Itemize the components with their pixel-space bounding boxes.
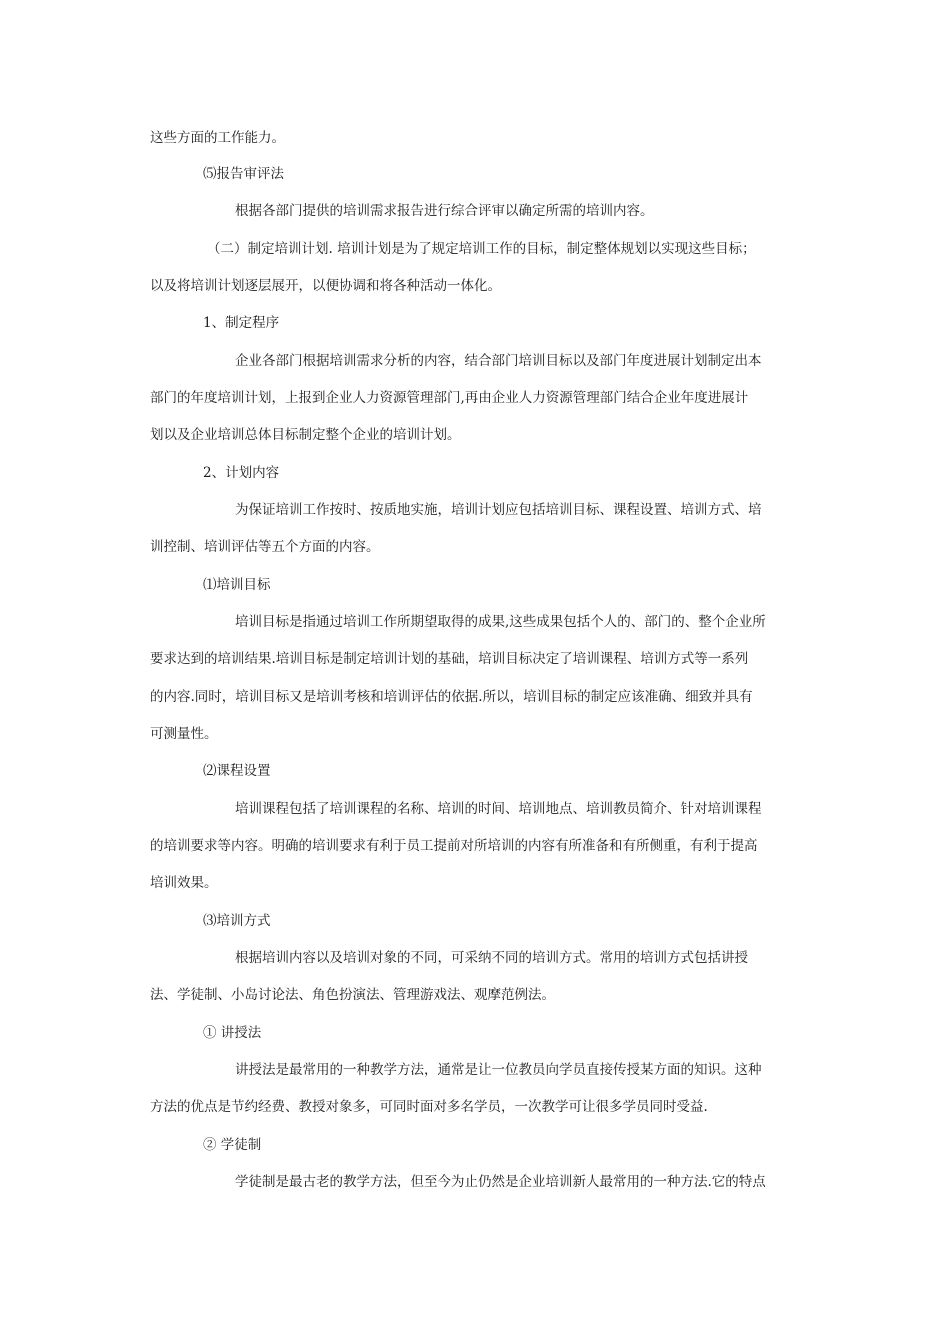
section-heading: ⑴培训目标 bbox=[203, 577, 271, 593]
paragraph-line: 培训目标是指通过培训工作所期望取得的成果,这些成果包括个人的、部门的、整个企业所 bbox=[235, 614, 766, 630]
paragraph-line: 划以及企业培训总体目标制定整个企业的培训计划。 bbox=[150, 427, 461, 443]
paragraph-line: 法、学徒制、小岛讨论法、角色扮演法、管理游戏法、观摩范例法。 bbox=[150, 987, 555, 1003]
paragraph-line: 根据培训内容以及培训对象的不同，可采纳不同的培训方式。常用的培训方式包括讲授 bbox=[235, 950, 748, 966]
section-heading: ① 讲授法 bbox=[203, 1025, 262, 1041]
paragraph-line: 这些方面的工作能力。 bbox=[150, 130, 285, 146]
paragraph-line: 训控制、培训评估等五个方面的内容。 bbox=[150, 539, 380, 555]
section-heading: ⑶培训方式 bbox=[203, 913, 271, 929]
paragraph-line: 培训效果。 bbox=[150, 875, 218, 891]
paragraph-line: 根据各部门提供的培训需求报告进行综合评审以确定所需的培训内容。 bbox=[235, 203, 654, 219]
paragraph-line: 的内容.同时，培训目标又是培训考核和培训评估的依据.所以，培训目标的制定应该准确、细致并具有 bbox=[150, 689, 753, 705]
section-heading: ⑸报告审评法 bbox=[203, 166, 284, 182]
paragraph-line: 学徒制是最古老的教学方法，但至今为止仍然是企业培训新人最常用的一种方法.它的特点 bbox=[235, 1174, 766, 1190]
paragraph-line: 以及将培训计划逐层展开，以便协调和将各种活动一体化。 bbox=[150, 278, 501, 294]
paragraph-line: 培训课程包括了培训课程的名称、培训的时间、培训地点、培训教员简介、针对培训课程 bbox=[235, 801, 762, 817]
paragraph-line: 讲授法是最常用的一种教学方法，通常是让一位教员向学员直接传授某方面的知识。这种 bbox=[235, 1062, 762, 1078]
section-heading: 1、制定程序 bbox=[203, 315, 280, 331]
paragraph-line: 企业各部门根据培训需求分析的内容，结合部门培训目标以及部门年度进展计划制定出本 bbox=[235, 353, 762, 369]
paragraph-line: 的培训要求等内容。明确的培训要求有利于员工提前对所培训的内容有所准备和有所侧重，有利于提高 bbox=[150, 838, 758, 854]
paragraph-line: 为保证培训工作按时、按质地实施，培训计划应包括培训目标、课程设置、培训方式、培 bbox=[235, 502, 762, 518]
section-heading: 2、计划内容 bbox=[203, 465, 280, 481]
paragraph-line: 方法的优点是节约经费、教授对象多，可同时面对多名学员，一次教学可让很多学员同时受益. bbox=[150, 1099, 708, 1115]
paragraph-line: 可测量性。 bbox=[150, 726, 218, 742]
section-heading: ⑵课程设置 bbox=[203, 763, 271, 779]
paragraph-line: 部门的年度培训计划，上报到企业人力资源管理部门,再由企业人力资源管理部门结合企业年度进展计 bbox=[150, 390, 749, 406]
paragraph-line: （二）制定培训计划. 培训计划是为了规定培训工作的目标，制定整体规划以实现这些目标； bbox=[207, 241, 756, 257]
paragraph-line: 要求达到的培训结果.培训目标是制定培训计划的基础，培训目标决定了培训课程、培训方式等一系列 bbox=[150, 651, 749, 667]
section-heading: ② 学徒制 bbox=[203, 1137, 262, 1153]
